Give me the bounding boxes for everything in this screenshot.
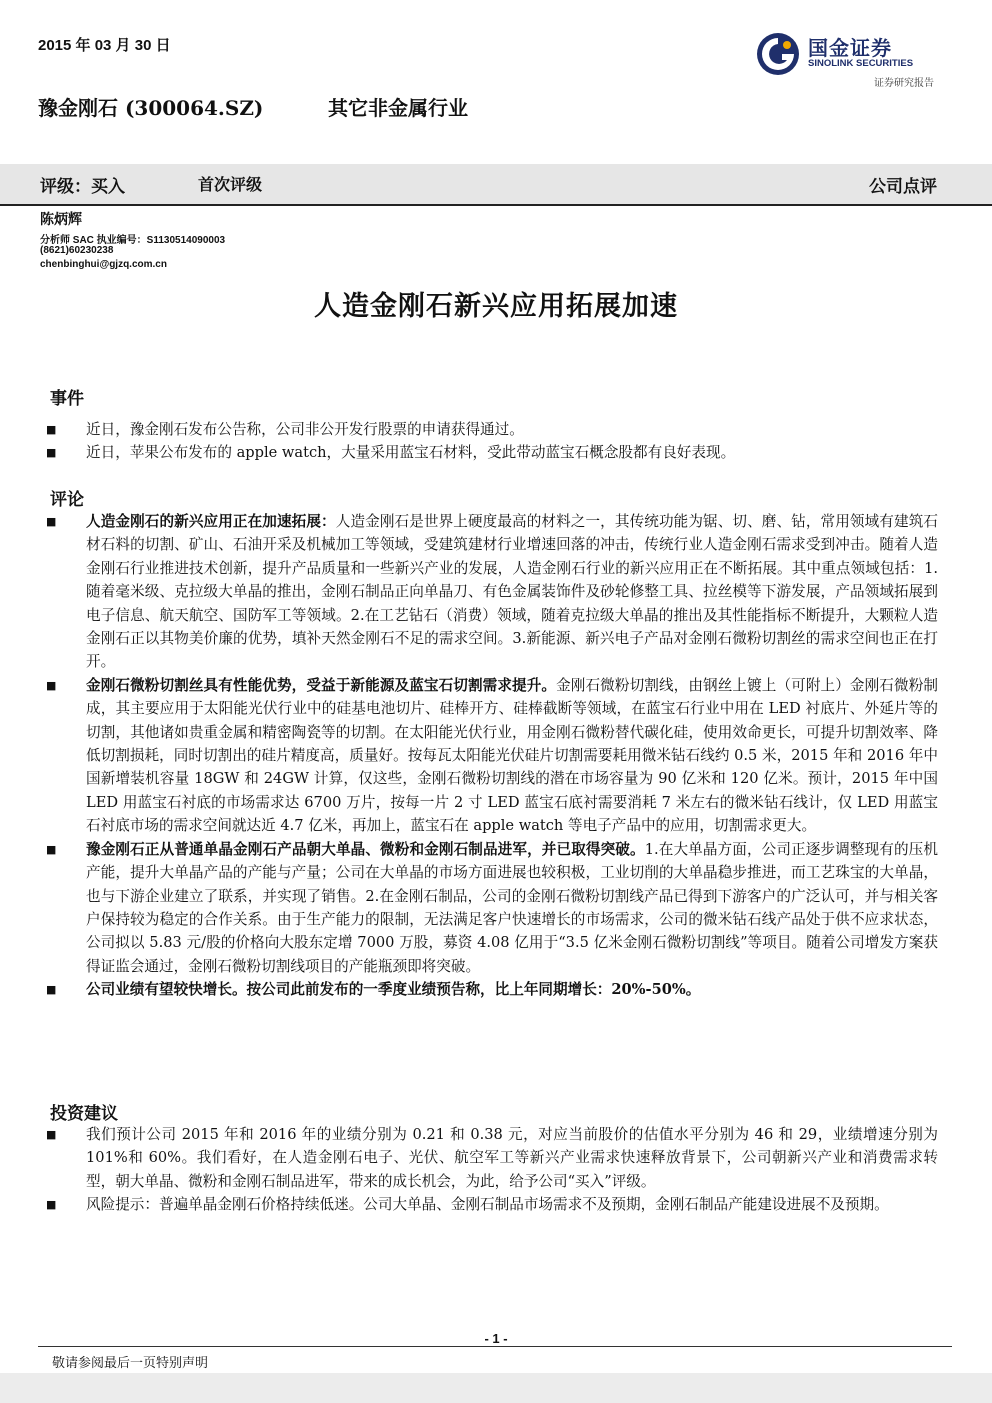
footer-disclaimer: 敬请参阅最后一页特别声明 (52, 1356, 209, 1371)
list-item: ■ 近日，苹果公布发布的 apple watch，大量采用蓝宝石材料，受此带动蓝宝石概念股都有良好表现。 (46, 441, 938, 464)
analyst-email[interactable]: chenbinghui@gjzq.com.cn (40, 259, 167, 270)
bullet-icon: ■ (46, 1198, 57, 1212)
analyst-name: 陈炳辉 (40, 212, 82, 228)
analyst-sac: 分析师 SAC 执业编号：S1130514090003 (40, 235, 226, 246)
report-type: 公司点评 (869, 177, 937, 197)
event-list (46, 418, 938, 465)
list-item: ■ 近日，豫金刚石发布公告称，公司非公开发行股票的申请获得通过。 (46, 418, 938, 441)
bullet-icon: ■ (46, 1128, 57, 1141)
report-label: 证券研究报告 (874, 78, 934, 89)
company-logo (756, 30, 952, 90)
bullet-icon: ■ (46, 983, 57, 997)
footer-divider (38, 1346, 952, 1347)
logo-en-text: SINOLINK SECURITIES (808, 58, 914, 69)
rating-note: 首次评级 (198, 175, 263, 194)
bottom-band (0, 1373, 992, 1403)
report-date: 2015 年 03 月 30 日 (38, 37, 171, 54)
logo-mark-icon (756, 32, 800, 76)
bullet-icon: ■ (46, 446, 57, 460)
rating-band (0, 164, 992, 204)
section-heading-comment: 评论 (50, 490, 84, 510)
advice-list (46, 1123, 938, 1217)
list-item: ■ 金刚石微粉切割丝具有性能优势，受益于新能源及蓝宝石切割需求提升。金刚石微粉切割线，由钢丝上镀上（可附上）金刚石微粉制成，其主要应用于太阳能光伏行业中的硅基电池切片、硅棒开方、硅棒截断等领域，在蓝宝石行业中用在 LED 衬底片、外延片等的切割，其他诸如贵重金属和精密陶瓷等的切割。在太阳能光伏行业，用金刚石微粉替代碳化硅，使用效命更长，可提升切割效率、降低切割损耗，同时切割出的硅片精度高，质量好。按每瓦太阳能光伏硅片切割需要耗用微米钻石线约 0.5 米，2015 年和 2016 年中国新增装机容量 18GW 和 24GW 计算，仅这些，金刚石微粉切割线的潜在市场容量为 90 亿米和 120 亿米。预计，2015 年中国 LED 用蓝宝石衬底的市场需求达 6700 万片，按每一片 2 寸 LED 蓝宝石底衬需要消耗 7 米左右的微米钻石线计，仅 LED 用蓝宝石衬底市场的需求空间就达近 4.7 亿米，再加上，蓝宝石在 apple watch 等电子产品中的应用，切割需求更大。 (46, 674, 938, 838)
stock-name: 豫金刚石 (300064.SZ) (38, 96, 264, 120)
industry-name: 其它非金属行业 (328, 96, 468, 120)
rating: 评级：买入 (40, 177, 125, 197)
list-item: ■ 公司业绩有望较快增长。按公司此前发布的一季度业绩预告称，比上年同期增长：20%-50%。 (46, 978, 938, 1001)
bullet-icon: ■ (46, 423, 57, 436)
analyst-phone: (8621)60230238 (40, 245, 114, 256)
list-item: ■ 人造金刚石的新兴应用正在加速拓展：人造金刚石是世界上硬度最高的材料之一，其传统功能为锯、切、磨、钻，常用领域有建筑石材石料的切割、矿山、石油开采及机械加工等领域，受建筑建材行业增速回落的冲击，传统行业人造金刚石需求受到冲击。随着人造金刚石行业推进技术创新，提升产品质量和一些新兴产业的发展，人造金刚石行业的新兴应用正在不断拓展。其中重点领域包括：1.随着毫米级、克拉级大单晶的推出，金刚石制品正向单晶刀、有色金属装饰件及砂轮修整工具、拉丝模等下游发展，产品领域拓展到电子信息、航天航空、国防军工等领域。2.在工艺钻石（消费）领域，随着克拉级大单晶的推出及其性能指标不断提升，大颗粒人造金刚石正以其物美价廉的优势，填补天然金刚石不足的需求空间。3.新能源、新兴电子产品对金刚石微粉切割丝的需求空间也正在打开。 (46, 510, 938, 674)
section-heading-event: 事件 (50, 389, 84, 409)
report-title: 人造金刚石新兴应用拓展加速 (314, 291, 678, 322)
header-divider (0, 204, 992, 206)
comment-list (46, 510, 938, 1002)
section-heading-advice: 投资建议 (50, 1104, 118, 1124)
logo-cn-text: 国金证券 (808, 36, 892, 60)
bullet-icon: ■ (46, 678, 57, 692)
list-item: ■ 我们预计公司 2015 年和 2016 年的业绩分别为 0.21 和 0.38 元，对应当前股价的估值水平分别为 46 和 29，业绩增速分别为 101%和 60%。我们看好，在人造金刚石电子、光伏、航空军工等新兴产业需求快速释放背景下，公司朝新兴产业和消费需求转型，朝大单晶、微粉和金刚石制品进军，带来的成长机会，为此，给予公司“买入”评级。 (46, 1123, 938, 1193)
bullet-icon: ■ (46, 515, 57, 528)
bullet-icon: ■ (46, 842, 57, 856)
list-item: ■ 豫金刚石正从普通单晶金刚石产品朝大单晶、微粉和金刚石制品进军，并已取得突破。1.在大单晶方面，公司正逐步调整现有的压机产能，提升大单晶产品的产能与产量；公司在大单晶的市场方面进展也较积极，工业切削的大单晶稳步推进，而工艺珠宝的大单晶，也与下游企业建立了联系，并实现了销售。2.在金刚石制品，公司的金刚石微粉切割线产品已得到下游客户的广泛认可，并与相关客户保持较为稳定的合作关系。由于生产能力的限制，无法满足客户快速增长的市场需求，公司的微米钻石线产品处于供不应求状态，公司拟以 5.83 元/股的价格向大股东定增 7000 万股，募资 4.08 亿用于“3.5 亿米金刚石微粉切割线”等项目。随着公司增发方案获得证监会通过，金刚石微粉切割线项目的产能瓶颈即将突破。 (46, 838, 938, 978)
page-number: - 1 - (484, 1331, 508, 1346)
list-item: ■ 风险提示：普遍单晶金刚石价格持续低迷。公司大单晶、金刚石制品市场需求不及预期，金刚石制品产能建设进展不及预期。 (46, 1193, 938, 1216)
